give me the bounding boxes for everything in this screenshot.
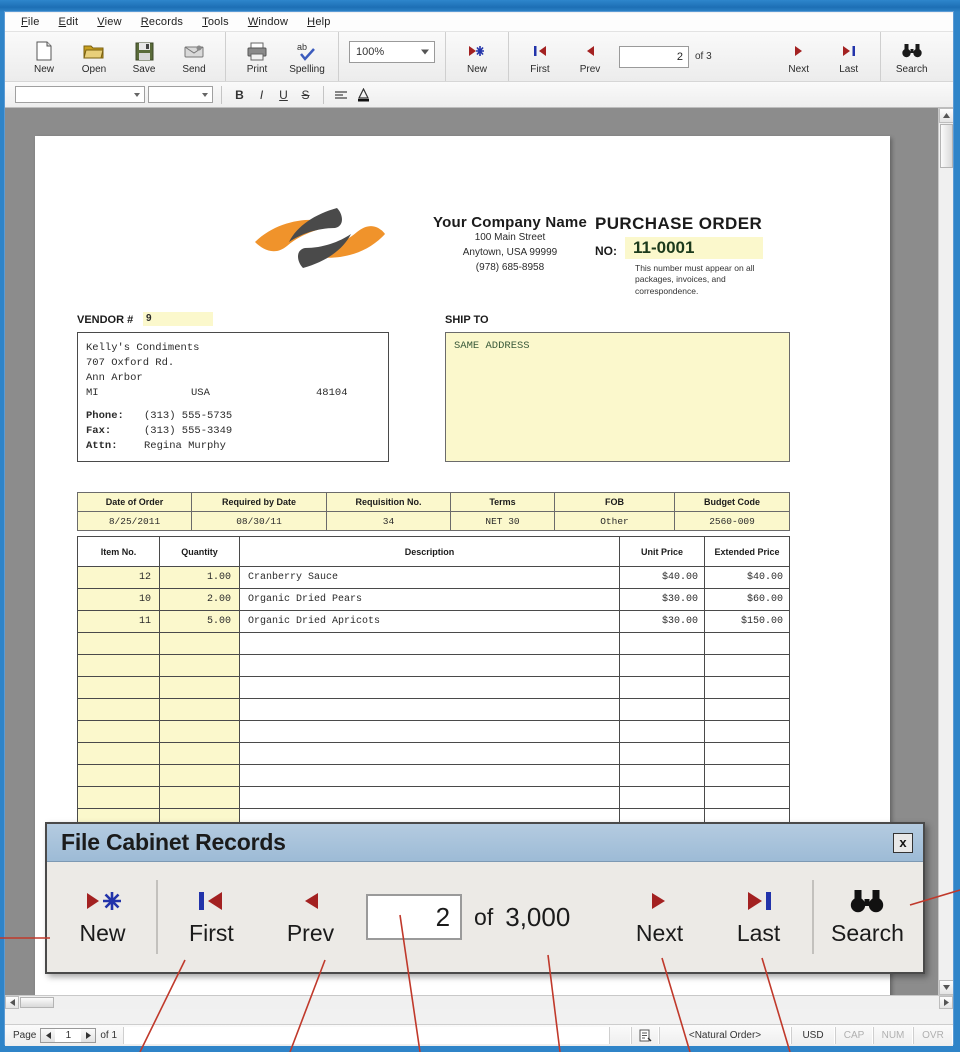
line-item-row-empty[interactable] [78, 721, 790, 743]
strikethrough-button[interactable]: S [301, 87, 310, 102]
company-street: 100 Main Street [474, 232, 546, 243]
italic-button[interactable]: I [259, 87, 264, 102]
po-number-label: NO: [595, 244, 617, 258]
menu-item-edit[interactable]: Edit [58, 16, 79, 28]
last-record-icon [742, 888, 776, 914]
panel-last-button[interactable] [709, 888, 808, 947]
line-item-empty-cell[interactable] [78, 765, 160, 787]
menu-item-records[interactable]: Records [140, 16, 184, 28]
menu-item-file[interactable]: File [21, 16, 40, 28]
line-item-empty-cell[interactable] [78, 721, 160, 743]
line-item-empty-cell[interactable] [620, 699, 705, 721]
toolbar-spelling-label: Spelling [289, 64, 325, 75]
panel-first-label: First [189, 919, 234, 946]
line-item-empty-cell[interactable] [705, 743, 790, 765]
line-item-quantity[interactable]: 1.00 [160, 567, 240, 589]
panel-search-label: Search [831, 919, 904, 946]
toolbar-search-group [881, 32, 943, 81]
spelling-check-icon [296, 40, 318, 62]
first-record-icon [531, 40, 549, 62]
line-item-empty-cell[interactable] [620, 743, 705, 765]
toolbar-search-label: Search [895, 64, 928, 75]
order-info-value[interactable]: NET 30 [451, 512, 555, 531]
line-item-extended-price[interactable]: $60.00 [705, 589, 790, 611]
toolbar-prev-label: Prev [579, 64, 601, 75]
line-item-empty-cell[interactable] [705, 699, 790, 721]
vendor-city: Ann Arbor [86, 372, 143, 384]
bold-button[interactable]: B [235, 87, 244, 102]
status-ovr-indicator: OVR [913, 1027, 953, 1044]
company-citystate: Anytown, USA 99999 [462, 247, 558, 258]
line-item-empty-cell[interactable] [160, 699, 240, 721]
order-info-header: FOB [555, 493, 675, 512]
toolbar-new-label: New [33, 64, 54, 75]
order-info-header: Required by Date [192, 493, 327, 512]
toolbar-last-label: Last [839, 64, 859, 75]
font-size-combobox[interactable] [148, 86, 213, 103]
line-item-description[interactable]: Cranberry Sauce [240, 567, 620, 589]
vertical-scroll-thumb[interactable] [940, 124, 953, 168]
order-info-value[interactable]: 08/30/11 [192, 512, 327, 531]
status-message-area [123, 1027, 609, 1044]
zoom-combobox[interactable] [349, 41, 435, 63]
line-item-empty-cell[interactable] [705, 677, 790, 699]
vendor-fax: (313) 555-3349 [144, 425, 233, 437]
panel-prev-button[interactable] [261, 888, 360, 947]
panel-body [47, 862, 923, 972]
line-item-empty-cell[interactable] [160, 721, 240, 743]
line-item-empty-cell[interactable] [78, 787, 160, 809]
file-cabinet-records-panel [45, 822, 925, 974]
line-item-empty-cell[interactable] [160, 633, 240, 655]
panel-new-label: New [79, 919, 126, 946]
panel-of-label: of [474, 903, 494, 930]
line-item-row-empty[interactable] [78, 677, 790, 699]
po-number-note: This number must appear on all packages, invoices, and correspondence. [635, 263, 755, 296]
line-item-empty-cell[interactable] [620, 677, 705, 699]
line-item-row-empty[interactable] [78, 699, 790, 721]
line-item-empty-cell[interactable] [705, 787, 790, 809]
previous-record-icon [299, 888, 323, 914]
menu-item-window[interactable]: Window [247, 16, 289, 28]
line-item-row[interactable] [78, 611, 790, 633]
toolbar-first-button[interactable] [515, 32, 565, 81]
shipto-section-label: SHIP TO [445, 314, 489, 326]
line-item-unit-price[interactable]: $30.00 [620, 589, 705, 611]
shipto-value: SAME ADDRESS [454, 340, 530, 352]
open-folder-icon [83, 40, 105, 62]
scroll-right-icon[interactable] [939, 996, 953, 1009]
menu-item-view[interactable]: View [97, 16, 122, 28]
vendor-attn: Regina Murphy [144, 440, 226, 452]
line-item-quantity[interactable]: 5.00 [160, 611, 240, 633]
line-item-row-empty[interactable] [78, 743, 790, 765]
close-icon[interactable]: x [893, 833, 913, 853]
line-items-header: Unit Price [620, 537, 705, 567]
page-prev-icon[interactable] [41, 1029, 55, 1042]
panel-record-number-field[interactable]: 2 [366, 894, 462, 940]
vendor-fax-label: Fax: [86, 425, 112, 437]
line-item-empty-cell[interactable] [620, 655, 705, 677]
toolbar-next-button[interactable] [774, 32, 824, 81]
toolbar-print-label: Print [246, 64, 268, 75]
line-item-description[interactable]: Organic Dried Pears [240, 589, 620, 611]
new-record-icon [81, 888, 125, 914]
vendor-zip: 48104 [316, 387, 348, 399]
line-items-header-row [78, 537, 790, 567]
menu-item-help[interactable]: Help [307, 16, 331, 28]
panel-prev-label: Prev [286, 919, 335, 946]
purchase-order-title: PURCHASE ORDER [595, 214, 763, 233]
font-family-combobox[interactable] [15, 86, 145, 103]
toolbar-zoom-group [339, 32, 446, 81]
sort-order-icon[interactable] [631, 1027, 659, 1044]
toolbar-record-number-field[interactable]: 2 [619, 46, 689, 68]
order-info-value[interactable]: 2560-009 [675, 512, 790, 531]
line-item-empty-cell[interactable] [705, 721, 790, 743]
panel-record-indicator [360, 894, 576, 940]
vendor-name: Kelly's Condiments [86, 342, 200, 354]
horizontal-scroll-thumb[interactable] [20, 997, 54, 1008]
vendor-phone: (313) 555-5735 [144, 410, 233, 422]
toolbar-nav-group [509, 32, 881, 81]
line-item-empty-cell[interactable] [240, 655, 620, 677]
line-item-empty-cell[interactable] [620, 765, 705, 787]
font-color-icon[interactable] [354, 85, 373, 104]
shipto-address-box[interactable] [445, 332, 790, 462]
line-item-row-empty[interactable] [78, 655, 790, 677]
toolbar-newrecord-group [446, 32, 509, 81]
zoom-value: 100% [356, 46, 385, 58]
line-items-body [78, 567, 790, 831]
order-info-value[interactable]: Other [555, 512, 675, 531]
panel-record-total: 3,000 [505, 901, 571, 932]
toolbar-print-group [226, 32, 339, 81]
line-item-unit-price[interactable]: $40.00 [620, 567, 705, 589]
vendor-number-value[interactable]: 9 [143, 312, 213, 326]
line-item-empty-cell[interactable] [160, 655, 240, 677]
line-item-empty-cell[interactable] [620, 721, 705, 743]
line-item-empty-cell[interactable] [705, 765, 790, 787]
first-record-icon [194, 888, 228, 914]
line-item-empty-cell[interactable] [160, 787, 240, 809]
vendor-country: USA [191, 387, 210, 399]
scroll-up-icon[interactable] [939, 108, 953, 123]
toolbar-search-button[interactable] [887, 32, 937, 81]
line-items-header: Quantity [160, 537, 240, 567]
panel-last-label: Last [736, 919, 781, 946]
line-item-row[interactable] [78, 589, 790, 611]
toolbar-save-label: Save [132, 64, 156, 75]
line-item-row-empty[interactable] [78, 787, 790, 809]
order-info-header-row [78, 493, 790, 512]
next-record-icon [647, 888, 671, 914]
status-currency: USD [791, 1027, 835, 1044]
toolbar-print-button[interactable] [232, 32, 282, 81]
line-item-row-empty[interactable] [78, 765, 790, 787]
toolbar-new-record-label: New [466, 64, 487, 75]
line-item-empty-cell[interactable] [78, 677, 160, 699]
binoculars-icon [901, 40, 923, 62]
svg-text:ab: ab [297, 42, 308, 52]
horizontal-scrollbar[interactable] [5, 995, 953, 1009]
new-document-icon [35, 40, 53, 62]
line-item-empty-cell[interactable] [240, 699, 620, 721]
panel-divider [812, 880, 814, 954]
line-items-header: Extended Price [705, 537, 790, 567]
toolbar-open-button[interactable] [69, 32, 119, 81]
line-item-empty-cell[interactable] [78, 633, 160, 655]
line-item-empty-cell[interactable] [160, 765, 240, 787]
line-item-empty-cell[interactable] [160, 677, 240, 699]
main-toolbar [5, 32, 953, 82]
status-page-group [5, 1028, 117, 1043]
page-next-icon[interactable] [81, 1029, 95, 1042]
status-page-label: Page [13, 1030, 37, 1041]
order-info-header: Requisition No. [327, 493, 451, 512]
vendor-street: 707 Oxford Rd. [86, 357, 175, 369]
format-toolbar [5, 82, 953, 108]
toolbar-spelling-button[interactable] [282, 32, 332, 81]
order-info-header: Date of Order [78, 493, 192, 512]
line-items-header: Item No. [78, 537, 160, 567]
line-item-extended-price[interactable]: $40.00 [705, 567, 790, 589]
line-items-header: Description [240, 537, 620, 567]
chevron-down-icon[interactable] [202, 93, 208, 97]
line-item-empty-cell[interactable] [240, 633, 620, 655]
panel-new-button[interactable] [53, 888, 152, 947]
vendor-phone-label: Phone: [86, 410, 124, 422]
status-page-of: of 1 [100, 1030, 118, 1041]
chevron-down-icon[interactable] [134, 93, 140, 97]
status-sort-order[interactable]: <Natural Order> [659, 1027, 791, 1044]
next-record-icon [792, 40, 806, 62]
chevron-down-icon[interactable] [421, 50, 429, 55]
company-name: Your Company Name [433, 214, 587, 231]
vertical-scrollbar[interactable] [938, 108, 953, 995]
panel-next-button[interactable] [610, 888, 709, 947]
toolbar-divider [221, 86, 222, 104]
line-item-empty-cell[interactable] [240, 743, 620, 765]
line-item-description[interactable]: Organic Dried Apricots [240, 611, 620, 633]
toolbar-new-button[interactable] [19, 32, 69, 81]
toolbar-record-of-label: of 3 [695, 51, 712, 62]
line-item-empty-cell[interactable] [240, 787, 620, 809]
toolbar-divider [323, 86, 324, 104]
panel-divider [156, 880, 158, 954]
line-item-empty-cell[interactable] [705, 655, 790, 677]
menu-bar [5, 13, 953, 32]
line-item-empty-cell[interactable] [240, 677, 620, 699]
order-info-header: Terms [451, 493, 555, 512]
po-number-value[interactable]: 11-0001 [625, 237, 763, 259]
menu-item-tools[interactable]: Tools [202, 16, 229, 28]
printer-icon [246, 40, 268, 62]
toolbar-first-label: First [530, 64, 550, 75]
line-item-empty-cell[interactable] [78, 655, 160, 677]
send-mail-icon [183, 40, 205, 62]
panel-search-button[interactable] [818, 888, 917, 947]
scroll-down-icon[interactable] [939, 980, 953, 995]
panel-title: File Cabinet Records [61, 829, 286, 855]
status-num-indicator: NUM [873, 1027, 913, 1044]
toolbar-file-group [13, 32, 226, 81]
order-info-value[interactable]: 8/25/2011 [78, 512, 192, 531]
toolbar-send-label: Send [182, 64, 206, 75]
vendor-state: MI [86, 387, 99, 399]
panel-title-bar [47, 824, 923, 862]
line-item-extended-price[interactable]: $150.00 [705, 611, 790, 633]
toolbar-prev-button[interactable] [565, 32, 615, 81]
company-phone: (978) 685-8958 [475, 262, 545, 273]
line-item-empty-cell[interactable] [78, 743, 160, 765]
toolbar-last-button[interactable] [824, 32, 874, 81]
order-info-header: Budget Code [675, 493, 790, 512]
line-item-quantity[interactable]: 2.00 [160, 589, 240, 611]
order-info-table [77, 492, 790, 531]
line-item-empty-cell[interactable] [78, 699, 160, 721]
previous-record-icon [583, 40, 597, 62]
panel-first-button[interactable] [162, 888, 261, 947]
scroll-left-icon[interactable] [5, 996, 19, 1009]
toolbar-send-button[interactable] [169, 32, 219, 81]
vendor-attn-label: Attn: [86, 440, 118, 452]
order-info-value-row [78, 512, 790, 531]
toolbar-next-label: Next [788, 64, 809, 75]
line-item-empty-cell[interactable] [620, 633, 705, 655]
vendor-address-box[interactable] [77, 332, 389, 462]
toolbar-save-button[interactable] [119, 32, 169, 81]
underline-button[interactable]: U [279, 87, 288, 102]
line-item-empty-cell[interactable] [620, 787, 705, 809]
panel-next-label: Next [635, 919, 684, 946]
line-item-row[interactable] [78, 567, 790, 589]
toolbar-record-indicator [619, 32, 712, 81]
new-record-icon [465, 40, 489, 62]
floppy-disk-icon [135, 40, 154, 62]
toolbar-open-label: Open [81, 64, 107, 75]
status-spacer [609, 1027, 631, 1044]
page-spinner[interactable] [40, 1028, 96, 1043]
last-record-icon [840, 40, 858, 62]
binoculars-icon [848, 888, 886, 914]
line-items-table [77, 536, 790, 831]
status-cap-indicator: CAP [835, 1027, 873, 1044]
line-item-row-empty[interactable] [78, 633, 790, 655]
order-info-value[interactable]: 34 [327, 512, 451, 531]
line-item-number[interactable]: 10 [78, 589, 160, 611]
vendor-section-label: VENDOR # [77, 314, 134, 326]
line-item-empty-cell[interactable] [240, 765, 620, 787]
line-item-empty-cell[interactable] [705, 633, 790, 655]
line-item-number[interactable]: 11 [78, 611, 160, 633]
align-icon[interactable] [332, 85, 351, 104]
line-item-empty-cell[interactable] [160, 743, 240, 765]
toolbar-new-record-button[interactable] [452, 32, 502, 81]
line-item-unit-price[interactable]: $30.00 [620, 611, 705, 633]
line-item-empty-cell[interactable] [240, 721, 620, 743]
page-number-value[interactable]: 1 [65, 1030, 72, 1041]
status-bar [5, 1024, 953, 1046]
line-item-number[interactable]: 12 [78, 567, 160, 589]
